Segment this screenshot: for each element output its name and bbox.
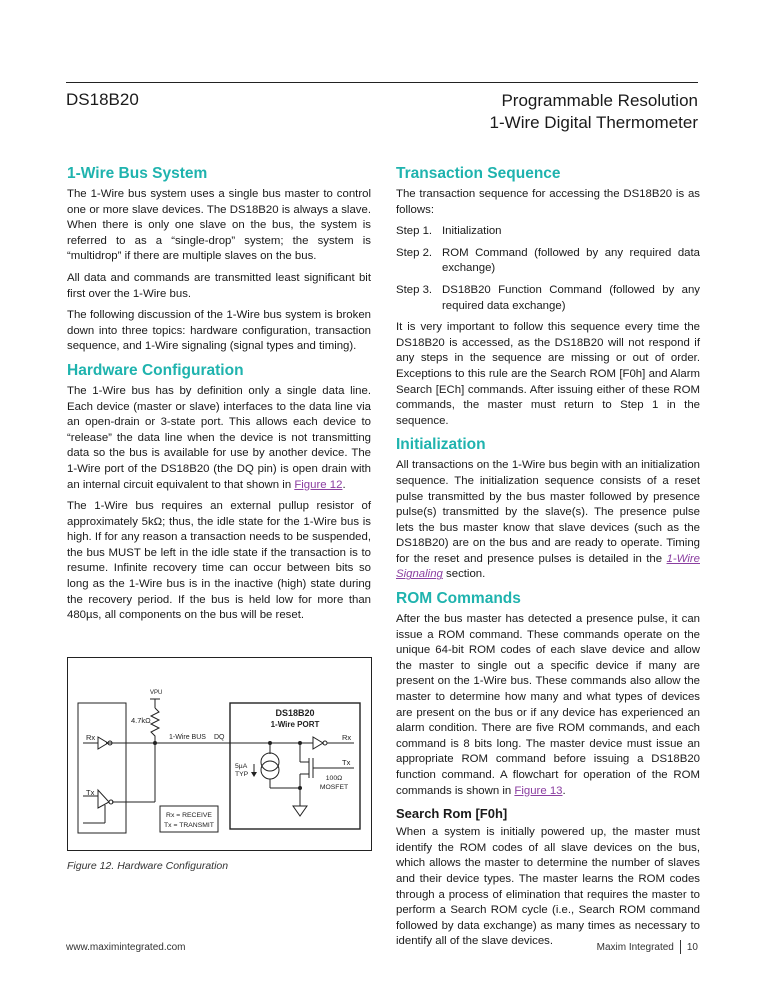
footer-right: [597, 940, 698, 954]
paragraph-end: .: [342, 478, 346, 491]
heading-hardware-configuration: Hardware Configuration: [67, 361, 244, 379]
tx-master-label: Tx: [86, 788, 95, 797]
paragraph: All data and commands are transmitted least significant bit first over the 1-Wire bus.: [67, 271, 371, 300]
heading-transaction-sequence: Transaction Sequence: [396, 165, 561, 182]
figure-12-link[interactable]: Figure 12: [294, 478, 343, 491]
mosfet-label: MOSFET: [319, 784, 349, 791]
step-text: ROM Command (followed by any required data exchange): [442, 246, 700, 275]
page-number: 10: [686, 941, 698, 953]
legend-rx: Rx = RECEIVE: [166, 812, 212, 819]
paragraph: [396, 612, 700, 799]
paragraph-text: The 1-Wire bus has by definition only a single data line. Each device (master or slave) interfaces to the data line via an open-drain or 3-state port. This allows each device to “release” the data line when the device is not transmitting data so the bus is available for use by another device. The 1-Wire port of the DS18B20 (the DQ pin) is open drain with an internal circuit equivalent to that shown in: [67, 384, 371, 491]
device-subtitle: 1-Wire PORT: [270, 720, 320, 729]
rx-master-label: Rx: [86, 733, 96, 742]
heading-search-rom: Search Rom [F0h]: [396, 806, 508, 822]
paragraph-text: After the bus master has detected a presence pulse, it can issue a ROM command. These commands operate on the unique 64-bit ROM codes of each slave device and allow the master to single out a specific device if many are present on the 1-Wire bus. These commands also allow the master to determine how many and what types of devices are present on the bus or if any device has experienced an alarm condition. There are five ROM commands, and each command is 8 bits long. The master device must issue an appropriate ROM command before issuing a DS18B20 function command. A flowchart for operation of the ROM commands is shown in: [396, 613, 700, 797]
section-rom-commands: [396, 589, 700, 799]
figure-12-hardware-configuration: [67, 657, 372, 851]
paragraph-end: section.: [442, 568, 486, 581]
title-line-2: 1-Wire Digital Thermometer: [489, 113, 698, 132]
paragraph: The 1-Wire bus system uses a single bus master to control one or more slave devices. The DS18B20 is always a slave. When there is only one slave on the bus, the system is referred to as a “single-drop” system; the system is “multidrop” if there are multiple slaves on the bus.: [67, 188, 371, 263]
resistor-label: 4.7kΩ: [131, 716, 151, 725]
footer-separator: [680, 940, 681, 954]
dq-label: DQ: [214, 734, 225, 741]
section-hardware-configuration: [67, 361, 371, 624]
part-number: DS18B20: [66, 90, 139, 109]
step-number: Step 2.: [396, 246, 433, 259]
paragraph: The 1-Wire bus requires an external pullup resistor of approximately 5kΩ; thus, the idle state for the 1-Wire bus is high. If for any reason a transaction needs to be suspended, the bus MUST be left in the idle state if the transaction is to resume. Infinite recovery time can occur between bits so long as the 1-Wire bus is in the inactive (high) state during the recovery period. If the bus is held low for more than 480µs, all components on the bus will be reset.: [67, 500, 371, 622]
1-wire-signaling-link[interactable]: 1-Wire Signaling: [396, 552, 700, 581]
paragraph: The transaction sequence for accessing the DS18B20 is as follows:: [396, 188, 700, 216]
bus-junction: [153, 741, 157, 745]
step-number: Step 1.: [396, 225, 433, 238]
heading-bus-system: 1-Wire Bus System: [67, 165, 208, 182]
section-search-rom: [396, 805, 700, 950]
paragraph: The following discussion of the 1-Wire bus system is broken down into three topics: hardware configuration, transaction sequence, and 1-Wire signaling (signal types and timing).: [67, 309, 371, 353]
step-item: [396, 246, 700, 277]
figure-13-link[interactable]: Figure 13: [514, 784, 563, 797]
rx-device-label: Rx: [342, 733, 352, 742]
legend-tx: Tx = TRANSMIT: [164, 822, 214, 829]
current-label: 5µA: [235, 763, 248, 770]
left-column: [67, 164, 371, 630]
bus-label: 1-Wire BUS: [169, 734, 206, 741]
title-line-1: Programmable Resolution: [501, 91, 698, 110]
step-item: [396, 224, 700, 240]
heading-rom-commands: ROM Commands: [396, 590, 521, 608]
vpu-label: VPU: [150, 690, 163, 696]
current-typ-label: TYP: [235, 771, 249, 778]
device-title: DS18B20: [275, 708, 315, 718]
header-rule: [66, 82, 698, 83]
paragraph: It is very important to follow this sequence every time the DS18B20 is accessed, as the DS18B20 will not respond if any steps in the sequence are missing or out of order. Exceptions to this rule are the Search ROM [F0h] and Alarm Search [ECh] commands. After issuing either of these ROM commands, the master must return to Step 1 in the sequence.: [396, 321, 700, 427]
paragraph-end: .: [562, 784, 566, 797]
document-title: [490, 90, 698, 134]
circuit-diagram: [68, 658, 373, 852]
tx-device-label: Tx: [342, 758, 351, 767]
footer-company: Maxim Integrated: [596, 941, 674, 953]
step-item: [396, 283, 700, 314]
right-column: [396, 164, 700, 956]
footer-website: www.maximintegrated.com: [66, 942, 186, 953]
figure-caption: Figure 12. Hardware Configuration: [67, 860, 229, 872]
step-text: Initialization: [442, 225, 502, 238]
step-text: DS18B20 Function Command (followed by any required data exchange): [442, 283, 700, 312]
step-number: Step 3.: [396, 283, 433, 296]
mosfet-resistance-label: 100Ω: [325, 775, 343, 782]
section-initialization: [396, 435, 700, 583]
master-box: [78, 703, 126, 833]
paragraph: When a system is initially powered up, the master must identify the ROM codes of all slave devices on the bus, which allows the master to determine the number of slaves and their device types. The master learns the ROM codes through a process of elimination that requires the master to perform a Search ROM cycle (i.e., Search ROM command followed by data exchange) as many times as necessary to identify all of the slave devices.: [396, 826, 700, 948]
section-bus-system: [67, 164, 371, 355]
paragraph: [67, 384, 371, 493]
paragraph-text: All transactions on the 1-Wire bus begin with an initialization sequence. The initialization sequence consists of a reset pulse transmitted by the bus master followed by presence pulse(s) transmitted by the slave(s). The presence pulse lets the bus master know that slave devices (such as the DS18B20) are on the bus and are ready to operate. Timing for the reset and presence pulses is detailed in the: [396, 459, 700, 565]
section-transaction-sequence: [396, 164, 700, 429]
resistor: [151, 708, 159, 743]
heading-initialization: Initialization: [396, 436, 486, 454]
paragraph: [396, 458, 700, 583]
